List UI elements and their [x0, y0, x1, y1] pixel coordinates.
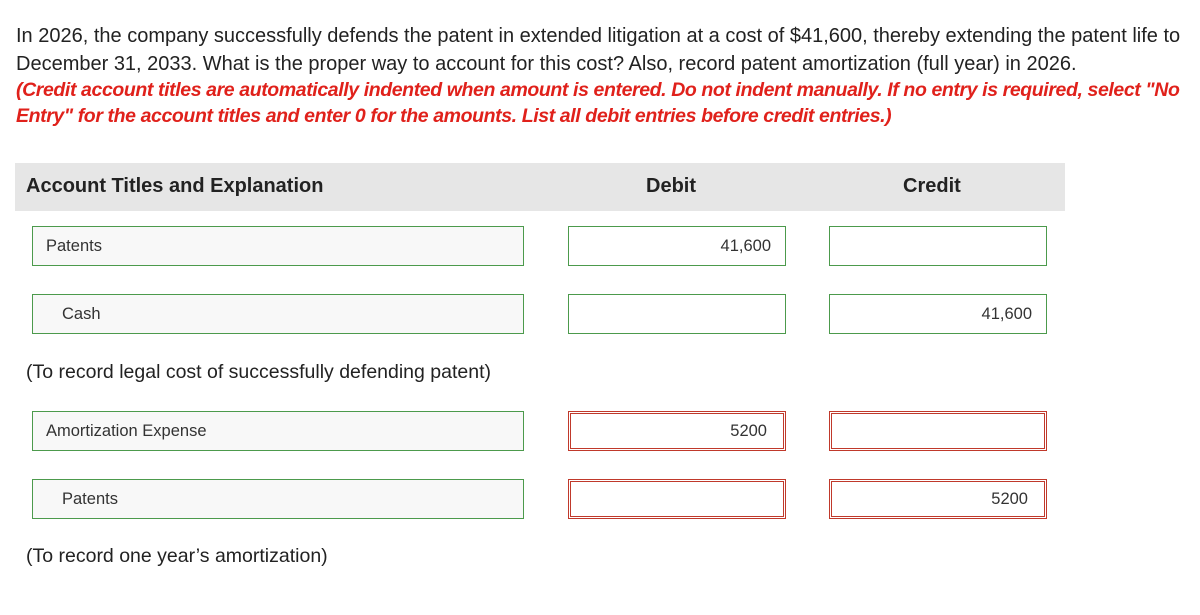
credit-amount-field[interactable]: [829, 411, 1047, 451]
account-title-field[interactable]: Amortization Expense: [32, 411, 524, 451]
entry-explanation: (To record legal cost of successfully defending patent): [26, 361, 492, 383]
account-title-field[interactable]: Patents: [32, 479, 524, 519]
debit-amount-field[interactable]: 5200: [568, 411, 786, 451]
credit-amount-field[interactable]: [829, 226, 1047, 266]
header-credit: Credit: [903, 175, 961, 197]
account-title-field[interactable]: Cash: [32, 294, 524, 334]
entry-explanation: (To record one year’s amortization): [26, 545, 328, 567]
instructions-text: (Credit account titles are automatically indented when amount is entered. Do not indent manually. If no entry is required, select "No Entry" for the account titles and enter 0 for the amounts. List all debit entries before credit entries.): [16, 79, 1180, 127]
debit-amount-field[interactable]: [568, 479, 786, 519]
header-debit: Debit: [646, 175, 696, 197]
question-text: In 2026, the company successfully defends the patent in extended litigation at a cost of $41,600, thereby extending the patent life to December 31, 2033. What is the proper way to account for this cost? Also, record patent amortization (full year) in 2026.: [16, 25, 1181, 75]
debit-amount-field[interactable]: [568, 294, 786, 334]
credit-amount-field[interactable]: 41,600: [829, 294, 1047, 334]
account-title-field[interactable]: Patents: [32, 226, 524, 266]
header-account-titles: Account Titles and Explanation: [26, 175, 324, 197]
credit-amount-field[interactable]: 5200: [829, 479, 1047, 519]
debit-amount-field[interactable]: 41,600: [568, 226, 786, 266]
